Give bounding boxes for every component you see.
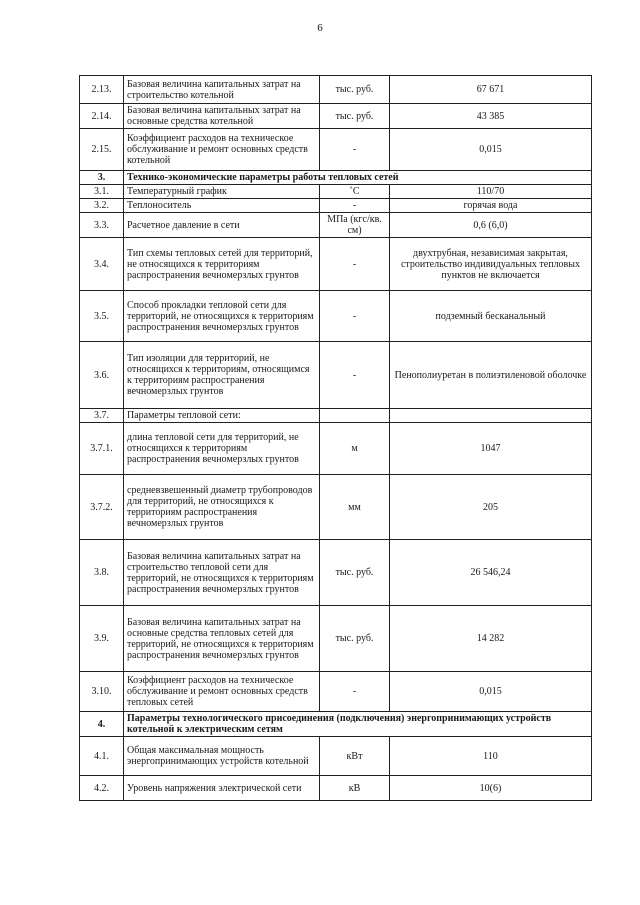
parameter-name: средневзвешенный диаметр трубопроводов для территорий, не относящихся к территориям распространения вечномерзлых грунтов	[124, 475, 320, 540]
parameter-value: 67 671	[390, 76, 592, 104]
table-row	[80, 199, 592, 213]
parameter-value: Пенополиуретан в полиэтиленовой оболочке	[390, 342, 592, 409]
parameter-value: 14 282	[390, 606, 592, 672]
section-title: Параметры технологического присоединения (подключения) энергопринимающих устройств котельной к электрическим сетям	[124, 712, 592, 737]
unit-of-measure: -	[320, 291, 390, 342]
row-number: 3.5.	[80, 291, 124, 342]
unit-of-measure: ˚С	[320, 185, 390, 199]
table-row	[80, 213, 592, 238]
table-row	[80, 185, 592, 199]
row-number: 3.7.	[80, 409, 124, 423]
parameter-value	[390, 409, 592, 423]
section-number: 3.	[80, 171, 124, 185]
row-number: 3.10.	[80, 672, 124, 712]
unit-of-measure: кВт	[320, 737, 390, 776]
row-number: 3.7.1.	[80, 423, 124, 475]
table-row	[80, 475, 592, 540]
table-row	[80, 606, 592, 672]
row-number: 3.8.	[80, 540, 124, 606]
row-number: 3.2.	[80, 199, 124, 213]
unit-of-measure	[320, 409, 390, 423]
parameter-value: 10(6)	[390, 776, 592, 801]
row-number: 3.4.	[80, 238, 124, 291]
unit-of-measure: -	[320, 238, 390, 291]
table-row	[80, 342, 592, 409]
parameter-name: Температурный график	[124, 185, 320, 199]
parameter-value: 110	[390, 737, 592, 776]
parameter-name: Тип схемы тепловых сетей для территорий, не относящихся к территориям распространения вечномерзлых грунтов	[124, 238, 320, 291]
parameter-value: 110/70	[390, 185, 592, 199]
table-row	[80, 737, 592, 776]
parameter-value: двухтрубная, независимая закрытая, строительство индивидуальных тепловых пунктов не включается	[390, 238, 592, 291]
row-number: 2.13.	[80, 76, 124, 104]
unit-of-measure: -	[320, 342, 390, 409]
unit-of-measure: мм	[320, 475, 390, 540]
parameter-value: 26 546,24	[390, 540, 592, 606]
parameter-name: Базовая величина капитальных затрат на строительство котельной	[124, 76, 320, 104]
parameter-value: 205	[390, 475, 592, 540]
parameter-name: Базовая величина капитальных затрат на основные средства тепловых сетей для территорий, не относящихся к территориям распространения вечномерзлых грунтов	[124, 606, 320, 672]
unit-of-measure: МПа (кгс/кв. см)	[320, 213, 390, 238]
parameter-value: 1047	[390, 423, 592, 475]
unit-of-measure: кВ	[320, 776, 390, 801]
parameter-value: 0,6 (6,0)	[390, 213, 592, 238]
unit-of-measure: тыс. руб.	[320, 104, 390, 129]
row-number: 2.15.	[80, 129, 124, 171]
unit-of-measure: м	[320, 423, 390, 475]
unit-of-measure: -	[320, 129, 390, 171]
parameter-name: Коэффициент расходов на техническое обслуживание и ремонт основных средств котельной	[124, 129, 320, 171]
table-row	[80, 776, 592, 801]
unit-of-measure: тыс. руб.	[320, 540, 390, 606]
parameter-value: 0,015	[390, 129, 592, 171]
row-number: 4.1.	[80, 737, 124, 776]
parameter-name: Теплоноситель	[124, 199, 320, 213]
parameter-value: 0,015	[390, 672, 592, 712]
parameter-value: 43 385	[390, 104, 592, 129]
row-number: 3.3.	[80, 213, 124, 238]
parameter-value: горячая вода	[390, 199, 592, 213]
parameter-value: подземный бесканальный	[390, 291, 592, 342]
row-number: 3.6.	[80, 342, 124, 409]
page-number: 6	[317, 22, 323, 34]
row-number: 3.9.	[80, 606, 124, 672]
parameter-name: Общая максимальная мощность энергопринимающих устройств котельной	[124, 737, 320, 776]
parameter-name: Расчетное давление в сети	[124, 213, 320, 238]
table-row	[80, 540, 592, 606]
table-row	[80, 238, 592, 291]
table-row	[80, 129, 592, 171]
row-number: 3.1.	[80, 185, 124, 199]
table-row	[80, 104, 592, 129]
table-row	[80, 423, 592, 475]
row-number: 4.2.	[80, 776, 124, 801]
parameter-name: длина тепловой сети для территорий, не относящихся к территориям распространения вечномерзлых грунтов	[124, 423, 320, 475]
section-number: 4.	[80, 712, 124, 737]
section-header-row	[80, 171, 592, 185]
parameter-name: Базовая величина капитальных затрат на строительство тепловой сети для территорий, не относящихся к территориям распространения вечномерзлых грунтов	[124, 540, 320, 606]
parameter-name: Тип изоляции для территорий, не относящихся к территориям, относящимся к территориям распространения вечномерзлых грунтов	[124, 342, 320, 409]
table-row	[80, 672, 592, 712]
section-title: Технико-экономические параметры работы тепловых сетей	[124, 171, 592, 185]
unit-of-measure: -	[320, 199, 390, 213]
parameter-name: Параметры тепловой сети:	[124, 409, 320, 423]
unit-of-measure: тыс. руб.	[320, 606, 390, 672]
unit-of-measure: -	[320, 672, 390, 712]
table-row	[80, 291, 592, 342]
parameter-name: Базовая величина капитальных затрат на основные средства котельной	[124, 104, 320, 129]
parameters-table	[79, 75, 592, 801]
unit-of-measure: тыс. руб.	[320, 76, 390, 104]
row-number: 3.7.2.	[80, 475, 124, 540]
row-number: 2.14.	[80, 104, 124, 129]
table-row	[80, 409, 592, 423]
parameter-name: Способ прокладки тепловой сети для территорий, не относящихся к территориям распространения вечномерзлых грунтов	[124, 291, 320, 342]
section-header-row	[80, 712, 592, 737]
parameter-name: Уровень напряжения электрической сети	[124, 776, 320, 801]
parameter-name: Коэффициент расходов на техническое обслуживание и ремонт основных средств тепловых сетей	[124, 672, 320, 712]
table-row	[80, 76, 592, 104]
